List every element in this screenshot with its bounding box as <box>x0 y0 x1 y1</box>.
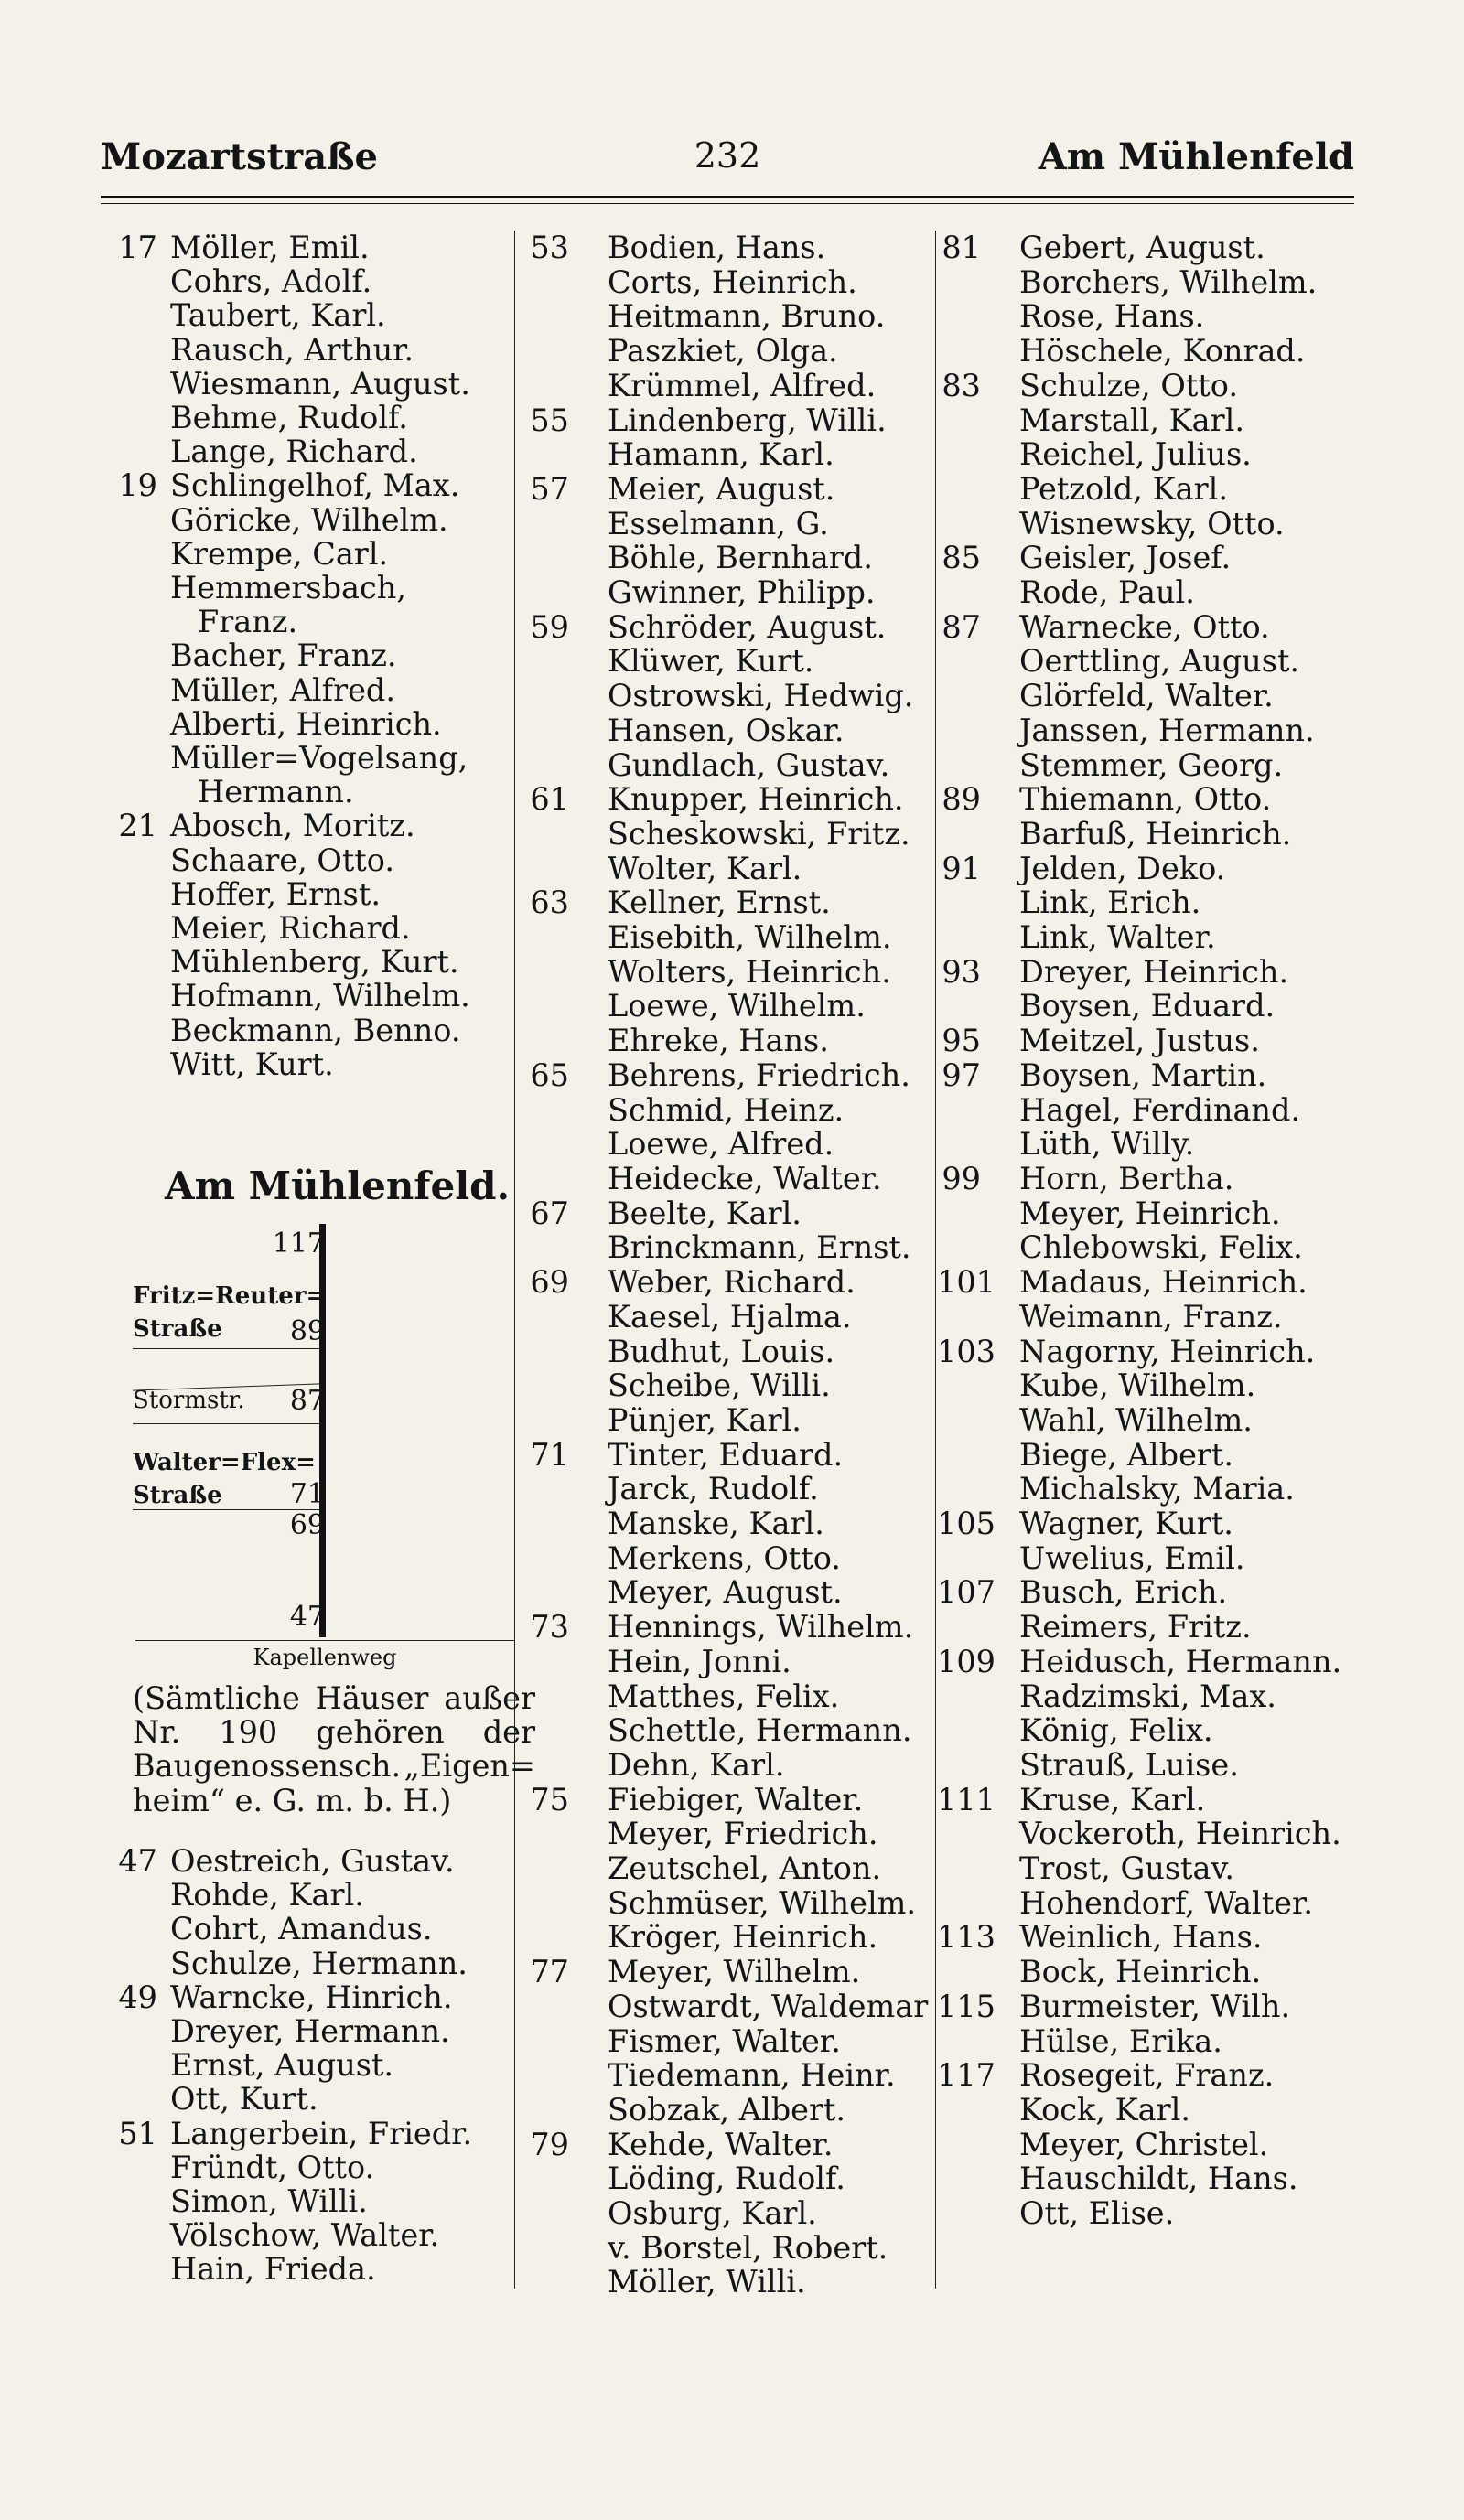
resident-name: Esselmann, G. <box>608 505 829 542</box>
resident-name: Corts, Heinrich. <box>608 263 857 300</box>
resident-name: König, Felix. <box>1019 1712 1213 1749</box>
resident-name: Jarck, Rudolf. <box>608 1471 819 1507</box>
house-number: 77 <box>530 1954 569 1990</box>
resident-name: Meyer, Heinrich. <box>1019 1195 1281 1231</box>
resident-name: Meyer, Friedrich. <box>608 1816 878 1852</box>
resident-name: Wolter, Karl. <box>608 850 802 886</box>
house-entry <box>522 1610 952 1783</box>
resident-name: Vockeroth, Heinrich. <box>1019 1816 1341 1852</box>
resident-name: Heidecke, Walter. <box>608 1160 882 1196</box>
house-number: 111 <box>937 1781 996 1818</box>
resident-name: Hofmann, Wilhelm. <box>170 978 470 1014</box>
resident-name: Gebert, August. <box>1019 230 1265 265</box>
house-entry <box>101 231 512 468</box>
number-87: 87 <box>289 1385 325 1417</box>
house-number: 113 <box>937 1919 996 1956</box>
resident-name: Gundlach, Gustav. <box>608 746 890 783</box>
resident-name: Eisebith, Wilhelm. <box>608 919 892 956</box>
resident-name: Schmid, Heinz. <box>608 1091 845 1128</box>
resident-name: Böhle, Bernhard. <box>608 540 873 576</box>
resident-name: Wagner, Kurt. <box>1019 1506 1233 1542</box>
resident-name: Langerbein, Friedr. <box>170 2115 473 2151</box>
resident-name: Warnecke, Otto. <box>1019 608 1270 645</box>
resident-name: Oerttling, August. <box>1019 643 1300 680</box>
resident-name: Krümmel, Alfred. <box>608 367 877 403</box>
resident-name: Schettle, Hermann. <box>608 1712 912 1749</box>
resident-name: Michalsky, Maria. <box>1019 1471 1295 1507</box>
resident-name: Möller, Emil. <box>170 230 370 265</box>
resident-name: Krempe, Carl. <box>170 535 389 572</box>
resident-name: Dreyer, Hermann. <box>170 2013 450 2050</box>
house-entry <box>522 1438 952 1611</box>
cross-street-2: Stormstr. <box>133 1387 245 1414</box>
resident-name: Janssen, Hermann. <box>1019 712 1315 748</box>
resident-name: Wisnewsky, Otto. <box>1019 505 1285 542</box>
note-word: gehören <box>316 1714 445 1751</box>
house-number: 21 <box>118 808 157 844</box>
street-schematic <box>133 1224 334 1640</box>
resident-name: Fründt, Otto. <box>170 2149 375 2185</box>
house-number: 67 <box>530 1195 569 1231</box>
house-entry <box>101 809 512 1081</box>
house-entry <box>522 403 952 472</box>
resident-name: Oestreich, Gustav. <box>170 1843 455 1879</box>
resident-name: Abosch, Moritz. <box>170 808 415 844</box>
resident-name: Tinter, Eduard. <box>608 1436 844 1473</box>
resident-name: Zeutschel, Anton. <box>608 1850 882 1887</box>
resident-name: Wolters, Heinrich. <box>608 953 891 990</box>
resident-name: Link, Walter. <box>1019 919 1216 956</box>
note-word: außer <box>444 1680 535 1716</box>
resident-name: Cohrs, Adolf. <box>170 263 372 300</box>
house-entry <box>937 1988 1372 2059</box>
house-entry <box>942 1058 1372 1162</box>
column-3-residents <box>937 230 1372 2232</box>
house-number: 65 <box>530 1056 569 1093</box>
house-number: 79 <box>530 2126 569 2162</box>
house-number: 95 <box>942 1023 981 1059</box>
resident-name: Kellner, Ernst. <box>608 885 831 921</box>
resident-name: Fismer, Walter. <box>608 2022 841 2059</box>
resident-name: Dehn, Karl. <box>608 1746 785 1783</box>
house-entry <box>522 231 952 403</box>
house-entry <box>522 1783 952 1956</box>
house-number: 83 <box>942 367 981 403</box>
resident-name: Schaare, Otto. <box>170 842 394 878</box>
house-number: 63 <box>530 885 569 921</box>
resident-name: Rohde, Karl. <box>170 1877 364 1914</box>
house-entry <box>942 1024 1372 1058</box>
note-word: (Sämtliche <box>133 1680 300 1716</box>
resident-name: Bock, Heinrich. <box>1019 1954 1262 1990</box>
resident-name: Möller, Willi. <box>608 2264 806 2300</box>
resident-name: Loewe, Wilhelm. <box>608 988 866 1024</box>
resident-name: Fiebiger, Walter. <box>608 1781 864 1818</box>
resident-name: Kaesel, Hjalma. <box>608 1298 852 1335</box>
house-entry <box>942 782 1372 851</box>
resident-name: Hain, Frieda. <box>170 2251 376 2288</box>
resident-name: Weinlich, Hans. <box>1019 1919 1263 1956</box>
ownership-note <box>133 1681 535 1818</box>
house-entry <box>101 468 512 809</box>
house-entry <box>937 1333 1372 1507</box>
house-number: 19 <box>118 467 157 504</box>
number-89: 89 <box>289 1315 325 1347</box>
house-entry <box>522 1196 952 1265</box>
house-number: 71 <box>530 1436 569 1473</box>
house-number: 57 <box>530 470 569 507</box>
resident-name: Alberti, Heinrich. <box>170 705 442 742</box>
house-entry <box>942 541 1372 609</box>
resident-name: Rode, Paul. <box>1019 574 1195 611</box>
house-entry <box>522 1058 952 1196</box>
note-word: 190 <box>219 1714 278 1751</box>
header-rule-thin <box>101 203 1354 204</box>
house-number: 87 <box>942 608 981 645</box>
resident-name: Burmeister, Wilh. <box>1019 1988 1291 2024</box>
house-number: 49 <box>118 1978 157 2015</box>
cross-street-3-line1: Walter=Flex= <box>133 1449 316 1476</box>
resident-name: Stemmer, Georg. <box>1019 746 1284 783</box>
resident-name: Heidusch, Hermann. <box>1019 1643 1342 1679</box>
house-entry <box>522 1265 952 1438</box>
resident-name: Borchers, Wilhelm. <box>1019 263 1318 300</box>
resident-name: Reichel, Julius. <box>1019 436 1252 473</box>
house-entry <box>937 1781 1372 1921</box>
resident-name: Merkens, Otto. <box>608 1539 841 1576</box>
cross-street-kapellenweg: Kapellenweg <box>253 1645 397 1670</box>
resident-name: Cohrt, Amandus. <box>170 1911 433 1947</box>
resident-name: Link, Erich. <box>1019 885 1201 921</box>
note-word: Nr. <box>133 1714 181 1751</box>
house-entry <box>942 231 1372 369</box>
resident-name: Scheskowski, Fritz. <box>608 815 910 852</box>
house-number: 97 <box>942 1056 981 1093</box>
house-entry <box>942 852 1372 955</box>
resident-name: Reimers, Fritz. <box>1019 1609 1252 1646</box>
resident-name: Behrens, Friedrich. <box>608 1056 910 1093</box>
resident-name: Schlingelhof, Max. <box>170 467 460 504</box>
resident-name: Franz. <box>198 604 298 640</box>
resident-name: Simon, Willi. <box>170 2183 368 2220</box>
resident-name: Schröder, August. <box>608 608 887 645</box>
cross-street-3-line2: Straße <box>133 1482 222 1509</box>
page-header <box>101 135 1354 190</box>
resident-name: Gwinner, Philipp. <box>608 574 876 611</box>
resident-name: Hoffer, Ernst. <box>170 875 381 912</box>
resident-name: Ott, Kurt. <box>170 2081 318 2118</box>
note-word: Häuser <box>315 1680 429 1716</box>
house-number: 17 <box>118 230 157 265</box>
house-entry <box>522 885 952 1058</box>
resident-name: Mühlenberg, Kurt. <box>170 944 459 981</box>
house-entry <box>937 1506 1372 1576</box>
house-number: 93 <box>942 953 981 990</box>
section-title: Am Mühlenfeld. <box>165 1163 511 1208</box>
resident-name: Völschow, Walter. <box>170 2217 440 2254</box>
resident-name: Hansen, Oskar. <box>608 712 845 748</box>
resident-name: Wahl, Wilhelm. <box>1019 1401 1253 1438</box>
resident-name: Barfuß, Heinrich. <box>1019 815 1292 852</box>
house-entry <box>522 2128 952 2300</box>
cross-street-1-line <box>133 1348 320 1349</box>
resident-name: Strauß, Luise. <box>1019 1746 1239 1783</box>
resident-name: Beckmann, Benno. <box>170 1012 461 1048</box>
resident-name: v. Borstel, Robert. <box>608 2229 888 2266</box>
resident-name: Loewe, Alfred. <box>608 1126 834 1163</box>
resident-name: Osburg, Karl. <box>608 2195 817 2232</box>
resident-name: Weimann, Franz. <box>1019 1298 1283 1335</box>
resident-name: Marstall, Karl. <box>1019 402 1245 438</box>
resident-name: Boysen, Eduard. <box>1019 988 1276 1024</box>
resident-name: Matthes, Felix. <box>608 1678 840 1714</box>
resident-name: Dreyer, Heinrich. <box>1019 953 1289 990</box>
resident-name: Hagel, Ferdinand. <box>1019 1091 1301 1128</box>
resident-name: Uwelius, Emil. <box>1019 1539 1245 1576</box>
resident-name: Behme, Rudolf. <box>170 400 408 436</box>
resident-name: Tiedemann, Heinr. <box>608 2057 896 2094</box>
house-number: 117 <box>937 2057 996 2094</box>
house-number: 75 <box>530 1781 569 1818</box>
header-rule-thick <box>101 196 1354 198</box>
resident-name: Schmüser, Wilhelm. <box>608 1884 917 1921</box>
house-number: 61 <box>530 781 569 818</box>
resident-name: Jelden, Deko. <box>1019 850 1226 886</box>
resident-name: Hennings, Wilhelm. <box>608 1609 914 1646</box>
resident-name: Warncke, Hinrich. <box>170 1978 453 2015</box>
house-number: 105 <box>937 1506 996 1542</box>
house-number: 73 <box>530 1609 569 1646</box>
resident-name: Hohendorf, Walter. <box>1019 1884 1313 1921</box>
kapellenweg-line <box>135 1640 515 1641</box>
column-1-residents-continued <box>101 1844 522 2287</box>
house-entry <box>937 1574 1372 1646</box>
house-number: 101 <box>937 1264 996 1301</box>
resident-name: Paszkiet, Olga. <box>608 333 838 370</box>
resident-name: Meyer, Christel. <box>1019 2126 1269 2162</box>
resident-name: Budhut, Louis. <box>608 1333 835 1369</box>
note-line: heim“ e. G. m. b. H.) <box>133 1782 452 1818</box>
house-entry <box>937 1264 1372 1335</box>
house-number: 55 <box>530 402 569 438</box>
house-entry <box>942 610 1372 783</box>
resident-name: Meitzel, Justus. <box>1019 1023 1260 1059</box>
resident-name: Meyer, August. <box>608 1574 843 1611</box>
resident-name: Bacher, Franz. <box>170 638 397 674</box>
house-entry <box>942 1162 1372 1265</box>
resident-name: Knupper, Heinrich. <box>608 781 904 818</box>
header-street-to: Am Mühlenfeld <box>1038 135 1354 178</box>
cross-street-1-line2: Straße <box>133 1315 222 1343</box>
resident-name: Klüwer, Kurt. <box>608 643 814 680</box>
resident-name: Madaus, Heinrich. <box>1019 1264 1308 1301</box>
resident-name: Horn, Bertha. <box>1019 1160 1234 1196</box>
house-number: 81 <box>942 230 981 265</box>
house-number: 85 <box>942 540 981 576</box>
resident-name: Petzold, Karl. <box>1019 470 1228 507</box>
house-entry <box>942 955 1372 1024</box>
resident-name: Meyer, Wilhelm. <box>608 1954 861 1990</box>
resident-name: Ostwardt, Waldemar <box>608 1988 929 2024</box>
house-number: 51 <box>118 2115 157 2151</box>
resident-name: Hülse, Erika. <box>1019 2022 1222 2059</box>
resident-name: Höschele, Konrad. <box>1019 333 1306 370</box>
house-entry <box>937 1919 1372 1990</box>
house-number: 107 <box>937 1574 996 1611</box>
resident-name: Manske, Karl. <box>608 1506 824 1542</box>
resident-name: Glörfeld, Walter. <box>1019 678 1274 714</box>
resident-name: Lindenberg, Willi. <box>608 402 887 438</box>
resident-name: Pünjer, Karl. <box>608 1401 802 1438</box>
resident-name: Kröger, Heinrich. <box>608 1919 878 1956</box>
cross-street-2-line <box>133 1423 320 1424</box>
resident-name: Ott, Elise. <box>1019 2195 1175 2232</box>
number-69: 69 <box>289 1509 325 1541</box>
column-1-residents <box>101 231 512 1081</box>
note-word: Baugenossensch. <box>133 1748 402 1785</box>
house-number: 47 <box>118 1843 157 1879</box>
resident-name: Bodien, Hans. <box>608 230 826 265</box>
house-number: 69 <box>530 1264 569 1301</box>
house-entry <box>101 2117 522 2287</box>
resident-name: Beelte, Karl. <box>608 1195 802 1231</box>
house-entry <box>522 782 952 885</box>
number-71: 71 <box>289 1478 325 1510</box>
house-entry <box>942 369 1372 542</box>
house-entry <box>937 2057 1372 2232</box>
resident-name: Wiesmann, August. <box>170 365 470 402</box>
resident-name: Hermann. <box>198 774 354 810</box>
resident-name: Taubert, Karl. <box>170 297 386 334</box>
resident-name: Kruse, Karl. <box>1019 1781 1206 1818</box>
house-number: 91 <box>942 850 981 886</box>
resident-name: Lüth, Willy. <box>1019 1126 1195 1163</box>
resident-name: Thiemann, Otto. <box>1019 781 1272 818</box>
resident-name: Geisler, Josef. <box>1019 540 1232 576</box>
resident-name: Boysen, Martin. <box>1019 1056 1267 1093</box>
house-entry <box>522 472 952 610</box>
number-bottom: 47 <box>289 1601 325 1633</box>
resident-name: Hauschildt, Hans. <box>1019 2161 1298 2197</box>
resident-name: Trost, Gustav. <box>1019 1850 1235 1887</box>
resident-name: Rose, Hans. <box>1019 298 1205 335</box>
resident-name: Sobzak, Albert. <box>608 2091 846 2128</box>
house-number: 89 <box>942 781 981 818</box>
house-number: 103 <box>937 1333 996 1369</box>
note-word: der <box>482 1714 535 1751</box>
resident-name: Lange, Richard. <box>170 434 418 470</box>
house-number: 59 <box>530 608 569 645</box>
resident-name: Schulze, Otto. <box>1019 367 1238 403</box>
resident-name: Rausch, Arthur. <box>170 331 414 368</box>
resident-name: Nagorny, Heinrich. <box>1019 1333 1316 1369</box>
resident-name: Meier, Richard. <box>170 910 411 947</box>
resident-name: Weber, Richard. <box>608 1264 856 1301</box>
resident-name: Brinckmann, Ernst. <box>608 1229 911 1266</box>
resident-name: Göricke, Wilhelm. <box>170 501 448 538</box>
resident-name: Ostrowski, Hedwig. <box>608 678 914 714</box>
resident-name: Ehreke, Hans. <box>608 1023 829 1059</box>
page-number: 232 <box>694 135 761 176</box>
resident-name: Müller, Alfred. <box>170 671 395 708</box>
cross-street-1-line1: Fritz=Reuter= <box>133 1282 327 1310</box>
resident-name: Hein, Jonni. <box>608 1643 791 1679</box>
resident-name: Radzimski, Max. <box>1019 1678 1276 1714</box>
resident-name: Witt, Kurt. <box>170 1046 334 1082</box>
resident-name: Hamann, Karl. <box>608 436 834 473</box>
house-entry <box>522 1955 952 2128</box>
house-entry <box>101 1844 522 1980</box>
house-number: 53 <box>530 230 569 265</box>
resident-name: Biege, Albert. <box>1019 1436 1234 1473</box>
house-entry <box>937 1643 1372 1783</box>
resident-name: Kock, Karl. <box>1019 2091 1191 2128</box>
resident-name: Chlebowski, Felix. <box>1019 1229 1303 1266</box>
resident-name: Busch, Erich. <box>1019 1574 1228 1611</box>
house-number: 99 <box>942 1160 981 1196</box>
resident-name: Heitmann, Bruno. <box>608 298 886 335</box>
resident-name: Hemmersbach, <box>170 570 407 606</box>
column-2-residents <box>522 231 952 2300</box>
resident-name: Müller=Vogelsang, <box>170 740 468 777</box>
resident-name: Löding, Rudolf. <box>608 2161 845 2197</box>
house-number: 115 <box>937 1988 996 2024</box>
note-word: „Eigen= <box>404 1748 535 1785</box>
resident-name: Kube, Wilhelm. <box>1019 1367 1256 1404</box>
resident-name: Schulze, Hermann. <box>170 1945 468 1981</box>
resident-name: Kehde, Walter. <box>608 2126 834 2162</box>
resident-name: Meier, August. <box>608 470 835 507</box>
house-number: 109 <box>937 1643 996 1679</box>
header-street-from: Mozartstraße <box>101 135 378 178</box>
house-entry <box>101 1980 522 2117</box>
house-entry <box>522 610 952 783</box>
resident-name: Scheibe, Willi. <box>608 1367 831 1404</box>
resident-name: Ernst, August. <box>170 2047 394 2084</box>
resident-name: Rosegeit, Franz. <box>1019 2057 1275 2094</box>
number-top: 117 <box>272 1228 325 1260</box>
